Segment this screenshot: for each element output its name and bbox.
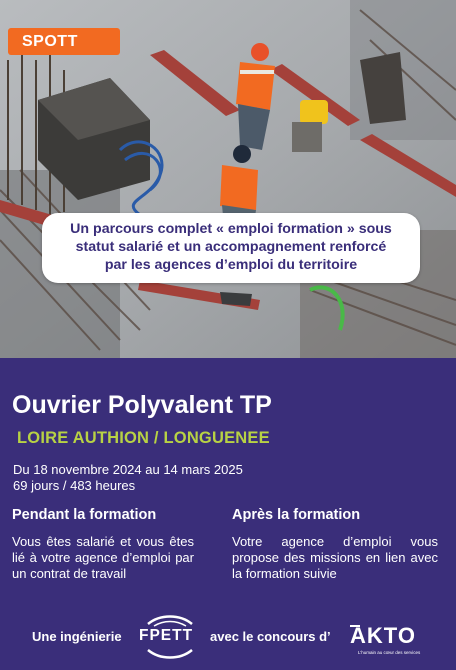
fpett-logo-text: FPETT xyxy=(139,627,194,644)
engineering-label: Une ingénierie xyxy=(32,629,122,644)
program-badge: SPOTT xyxy=(8,28,120,55)
support-label: avec le concours d’ xyxy=(210,629,331,644)
during-title: Pendant la formation xyxy=(12,507,157,523)
training-location: LOIRE AUTHION / LONGUENEE xyxy=(17,429,270,447)
callout-box xyxy=(42,213,420,283)
date-duration: 69 jours / 483 heures xyxy=(13,477,136,493)
training-title: Ouvrier Polyvalent TP xyxy=(12,391,272,419)
callout-line-3: par les agences d’emploi du territoire xyxy=(104,257,358,273)
after-title: Après la formation xyxy=(232,507,361,523)
during-text: Vous êtes salarié et vous êtes lié à votre agence d’emploi par un contrat de travail xyxy=(12,534,194,581)
akto-tagline: L’humain au cœur des services xyxy=(358,650,421,655)
akto-logo-text: AKTO xyxy=(350,623,416,648)
after-text: Votre agence d’emploi vous propose des missions en lien avec la formation suivie xyxy=(232,534,438,581)
date-period: Du 18 novembre 2024 au 14 mars 2025 xyxy=(13,462,243,477)
callout-line-1: Un parcours complet « emploi formation » sous xyxy=(70,221,392,237)
training-dates xyxy=(13,462,443,493)
callout-line-2: statut salarié et un accompagnement renforcé xyxy=(75,239,387,255)
